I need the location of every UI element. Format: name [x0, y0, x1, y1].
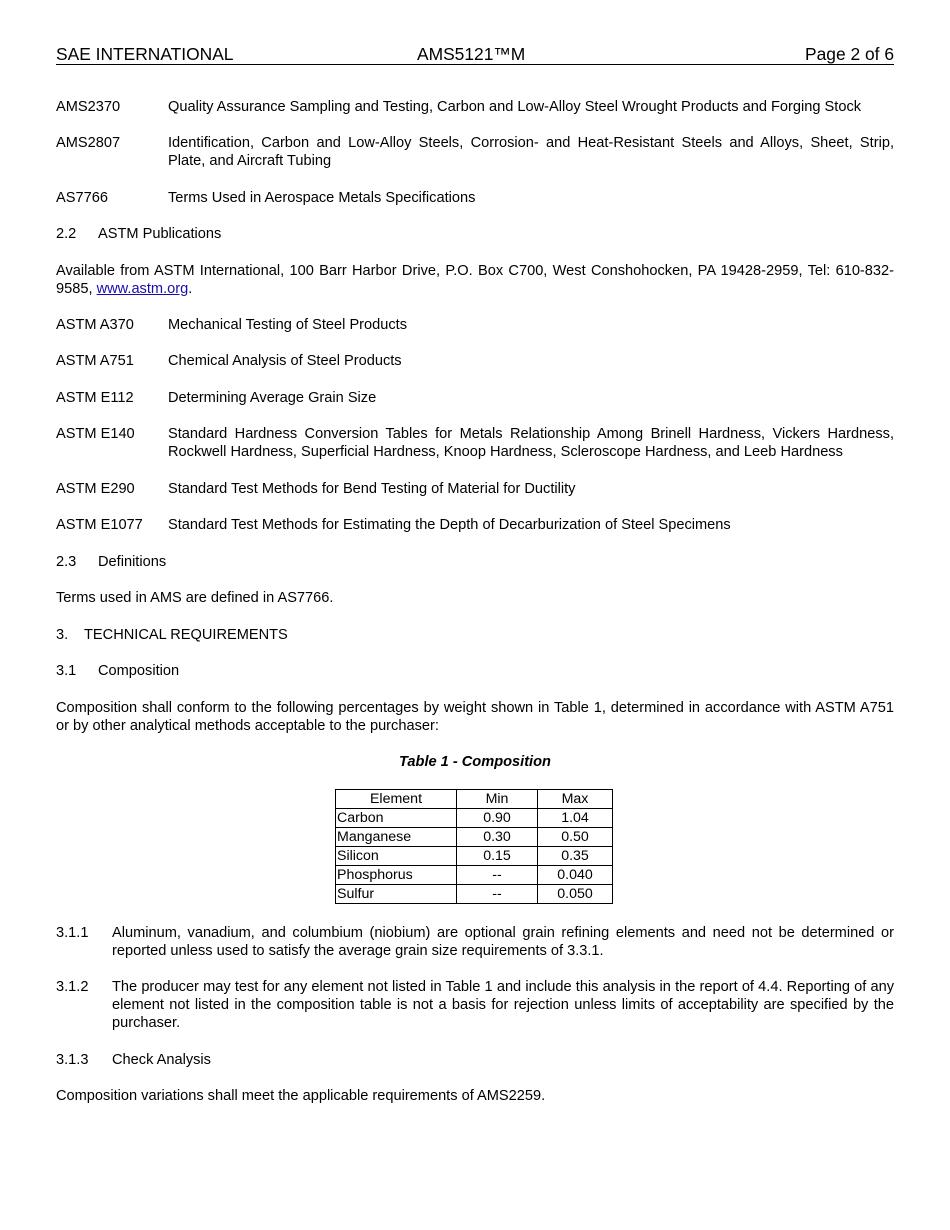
section-number: 3.1.1 [56, 925, 89, 941]
availability-text: Available from ASTM International, 100 Barr Harbor Drive, P.O. Box C700, West Conshohocken, PA 19428-2959, Tel: 610-832-9585, [56, 263, 894, 297]
subsection-3-1-3 [56, 1051, 894, 1069]
reference-title: Standard Hardness Conversion Tables for Metals Relationship Among Brinell Hardness, Vickers Hardness, Rockwell Hardness, Superficial Hardness, Knoop Hardness, Scleroscope Hardness, and Leeb Hardness [168, 426, 894, 460]
reference-astm-e112 [56, 389, 894, 407]
element-cell: Carbon [336, 809, 457, 828]
table-header-row [336, 790, 613, 809]
reference-astm-a370 [56, 316, 894, 334]
section-number: 3.1.2 [56, 979, 89, 995]
section-title: Composition [98, 663, 180, 679]
reference-title: Standard Test Methods for Estimating the Depth of Decarburization of Steel Specimens [168, 517, 731, 533]
subsection-3-1-1 [56, 924, 894, 960]
astm-availability-paragraph [56, 262, 894, 298]
table-row [336, 885, 613, 904]
header-page-number: Page 2 of 6 [805, 44, 894, 64]
reference-code: ASTM A751 [56, 353, 134, 369]
max-cell: 0.35 [538, 847, 613, 866]
section-heading-2-2 [56, 225, 221, 243]
reference-title: Mechanical Testing of Steel Products [168, 317, 408, 333]
max-cell: 0.50 [538, 828, 613, 847]
reference-title: Chemical Analysis of Steel Products [168, 353, 402, 369]
reference-code: AMS2370 [56, 99, 121, 115]
check-analysis-paragraph: Composition variations shall meet the applicable requirements of AMS2259. [56, 1088, 546, 1104]
reference-code: ASTM E1077 [56, 517, 143, 533]
element-cell: Sulfur [336, 885, 457, 904]
column-header-min: Min [457, 790, 538, 809]
section-number: 3. [56, 627, 69, 643]
table-row [336, 809, 613, 828]
reference-as7766 [56, 189, 894, 207]
max-cell: 0.040 [538, 866, 613, 885]
column-header-element: Element [336, 790, 457, 809]
table-row [336, 847, 613, 866]
min-cell: 0.30 [457, 828, 538, 847]
section-heading-3-1 [56, 662, 179, 680]
definitions-paragraph: Terms used in AMS are defined in AS7766. [56, 590, 334, 606]
min-cell: -- [457, 885, 538, 904]
astm-website-link[interactable]: www.astm.org [96, 281, 189, 297]
composition-paragraph: Composition shall conform to the following percentages by weight shown in Table 1, determined in accordance with ASTM A751 or by other analytical methods acceptable to the purchaser: [56, 700, 894, 734]
composition-table [335, 789, 613, 904]
header-org: SAE INTERNATIONAL [56, 44, 234, 64]
max-cell: 0.050 [538, 885, 613, 904]
reference-code: AMS2807 [56, 135, 121, 151]
section-number: 3.1.3 [56, 1052, 89, 1068]
column-header-max: Max [538, 790, 613, 809]
period: . [188, 281, 193, 297]
header-doc-id: AMS5121™M [417, 44, 526, 64]
min-cell: -- [457, 866, 538, 885]
section-title: ASTM Publications [98, 226, 222, 242]
reference-ams2807 [56, 134, 894, 170]
subsection-text: The producer may test for any element not listed in Table 1 and include this analysis in the report of 4.4. Reporting of any element not listed in the composition table is not a basis for rejection unless limits of acceptability are specified by the purchaser. [112, 979, 894, 1031]
reference-code: ASTM E112 [56, 390, 134, 406]
max-cell: 1.04 [538, 809, 613, 828]
table-row [336, 828, 613, 847]
element-cell: Silicon [336, 847, 457, 866]
min-cell: 0.90 [457, 809, 538, 828]
reference-code: ASTM A370 [56, 317, 134, 333]
reference-title: Identification, Carbon and Low-Alloy Steels, Corrosion- and Heat-Resistant Steels and Alloys, Sheet, Strip, Plate, and Aircraft Tubing [168, 135, 894, 169]
section-title: TECHNICAL REQUIREMENTS [84, 627, 288, 643]
section-number: 2.2 [56, 226, 77, 242]
reference-title: Standard Test Methods for Bend Testing of Material for Ductility [168, 481, 576, 497]
subsection-3-1-2 [56, 978, 894, 1032]
reference-astm-e290 [56, 480, 894, 498]
element-cell: Phosphorus [336, 866, 457, 885]
section-number: 3.1 [56, 663, 77, 679]
subsection-text: Aluminum, vanadium, and columbium (niobium) are optional grain refining elements and need not be determined or reported unless used to satisfy the average grain size requirements of 3.3.1. [112, 925, 894, 959]
page-header [56, 44, 894, 65]
section-title: Definitions [98, 554, 167, 570]
reference-title: Determining Average Grain Size [168, 390, 377, 406]
section-heading-2-3 [56, 553, 166, 571]
section-heading-3 [56, 626, 288, 644]
table-caption: Table 1 - Composition [399, 754, 551, 770]
table-row [336, 866, 613, 885]
reference-code: ASTM E140 [56, 426, 135, 442]
section-number: 2.3 [56, 554, 77, 570]
reference-astm-e140 [56, 425, 894, 461]
reference-code: ASTM E290 [56, 481, 135, 497]
reference-title: Terms Used in Aerospace Metals Specifications [168, 190, 476, 206]
reference-astm-e1077 [56, 516, 894, 534]
reference-ams2370 [56, 98, 894, 116]
reference-title: Quality Assurance Sampling and Testing, Carbon and Low-Alloy Steel Wrought Products and Forging Stock [168, 99, 862, 115]
section-title: Check Analysis [112, 1052, 211, 1068]
min-cell: 0.15 [457, 847, 538, 866]
reference-code: AS7766 [56, 190, 108, 206]
reference-astm-a751 [56, 352, 894, 370]
element-cell: Manganese [336, 828, 457, 847]
